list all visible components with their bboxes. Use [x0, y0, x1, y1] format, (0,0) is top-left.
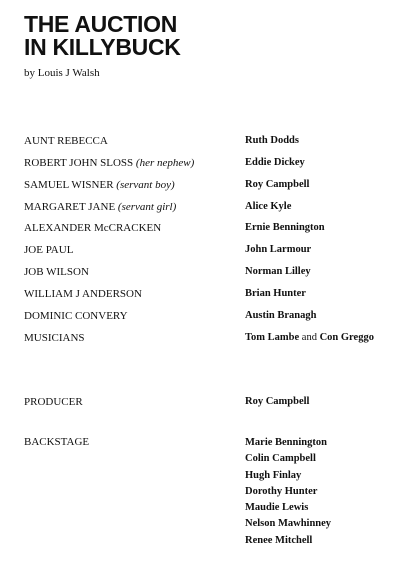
role-name: [24, 309, 128, 323]
actor-name: Alice Kyle: [245, 201, 292, 212]
role-text: WILLIAM J ANDERSON: [24, 288, 142, 300]
role-text: SAMUEL WISNER: [24, 179, 114, 191]
actor-name-2: Con Greggo: [319, 332, 374, 343]
crew-name: Renee Mitchell: [245, 534, 313, 546]
actor-name: Austin Branagh: [245, 310, 317, 321]
actor-name: Norman Lilley: [245, 266, 311, 277]
role-name: [24, 156, 194, 170]
role-text: ROBERT JOHN SLOSS: [24, 157, 134, 169]
author-byline: by Louis J Walsh: [24, 67, 100, 79]
role-text: JOE PAUL: [24, 244, 74, 256]
producer-name: Roy Campbell: [245, 396, 310, 407]
crew-name: Dorothy Hunter: [245, 485, 318, 497]
role-text: DOMINIC CONVERY: [24, 310, 128, 322]
role-text: JOB WILSON: [24, 266, 89, 278]
producer-label: PRODUCER: [24, 396, 83, 408]
role-name: [24, 178, 175, 192]
crew-name: Hugh Finlay: [245, 469, 302, 481]
role-note: (servant girl): [117, 201, 177, 213]
role-text: AUNT REBECCA: [24, 135, 108, 147]
actor-name: John Larmour: [245, 244, 312, 255]
backstage-label: BACKSTAGE: [24, 436, 90, 448]
actor-name: Roy Campbell: [245, 179, 310, 190]
crew-name: Marie Bennington: [245, 437, 327, 448]
crew-name: Nelson Mawhinney: [245, 518, 332, 530]
role-text: MUSICIANS: [24, 332, 85, 344]
play-title-line-2: IN KILLYBUCK: [24, 34, 181, 60]
role-note: (servant boy): [116, 179, 175, 191]
actor-name: Brian Hunter: [245, 288, 306, 299]
conjunction: and: [301, 332, 317, 343]
role-note: (her nephew): [135, 157, 195, 169]
role-name: [24, 200, 176, 214]
role-name: [24, 221, 161, 235]
role-name: [24, 287, 142, 301]
backstage-crew-list: [245, 435, 331, 549]
role-text: MARGARET JANE: [24, 201, 116, 213]
role-name: [24, 243, 73, 257]
role-text: ALEXANDER McCRACKEN: [24, 222, 162, 234]
actor-name: Ernie Bennington: [245, 222, 325, 233]
play-title-line-1: THE AUCTION: [24, 11, 178, 37]
actor-name: Ruth Dodds: [245, 135, 299, 146]
role-name: [24, 265, 89, 279]
actor-name-1: Tom Lambe: [245, 332, 300, 343]
actor-name: Eddie Dickey: [245, 157, 305, 168]
crew-name: Maudie Lewis: [245, 502, 309, 514]
crew-name: Colin Campbell: [245, 453, 316, 465]
role-name: [24, 331, 85, 345]
play-title: [24, 13, 181, 59]
role-name: [24, 134, 108, 148]
actor-name: [245, 331, 374, 345]
